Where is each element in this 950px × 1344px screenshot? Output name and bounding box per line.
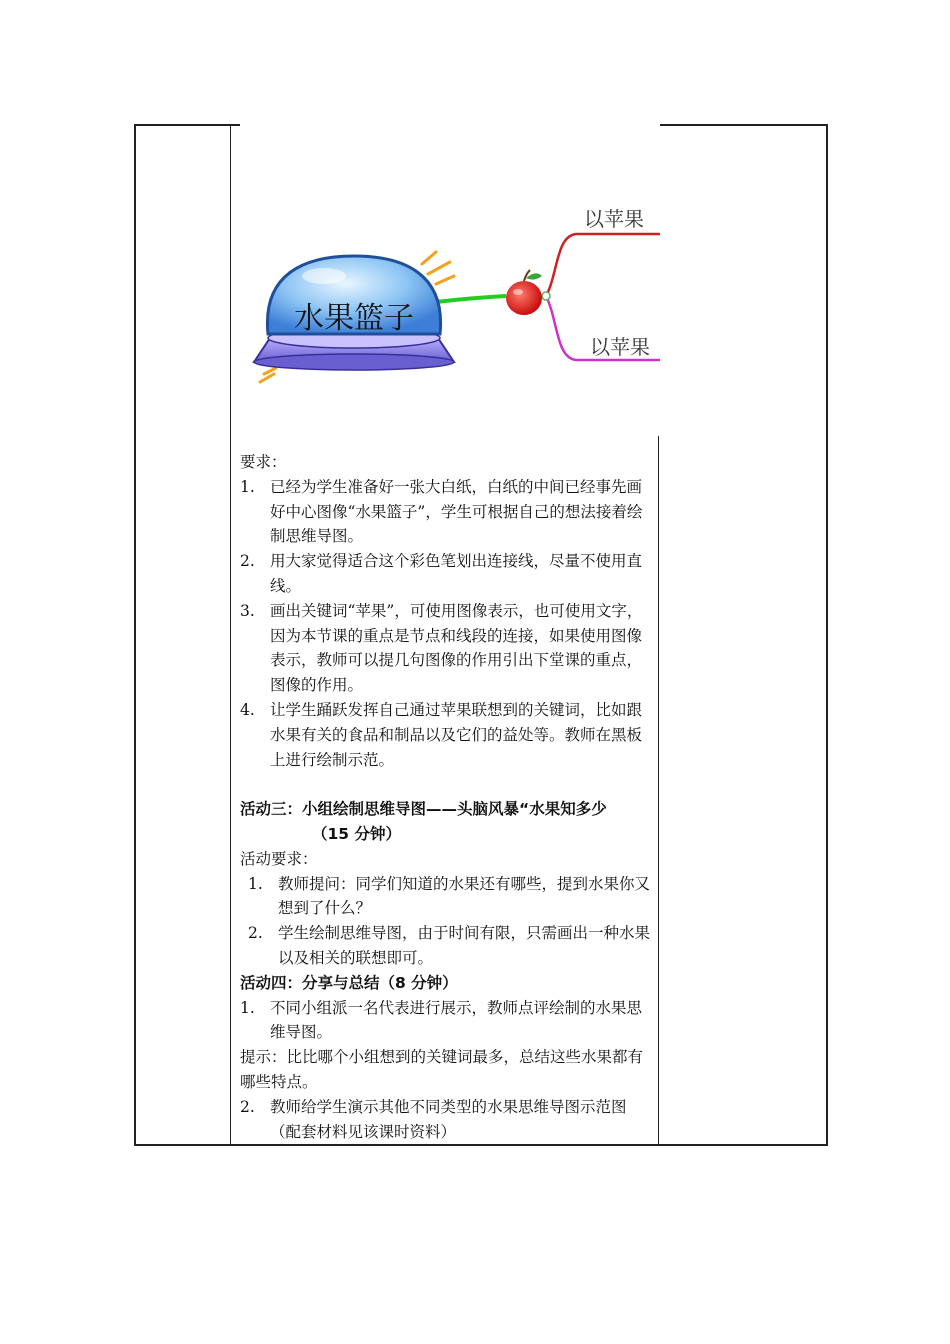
- mindmap-branch-top-label: 以苹果: [584, 207, 644, 231]
- column-divider-left: [230, 124, 231, 1146]
- requirements-heading: 要求：: [240, 453, 287, 471]
- activity4-item-1: 1. 不同小组派一名代表进行展示，教师点评绘制的水果思维导图。: [240, 998, 643, 1042]
- requirement-item-4: 4. 让学生踊跃发挥自己通过苹果联想到的关键词，比如跟水果有关的食品和制品以及它们的益处等。教师在黑板上进行绘制示范。: [240, 700, 643, 769]
- mindmap-graphic: [240, 124, 660, 436]
- apple-icon: [506, 270, 542, 315]
- activity3-item-2: 2. 学生绘制思维导图，由于时间有限，只需画出一种水果以及相关的联想即可。: [248, 924, 651, 967]
- mindmap-center-label: 水果篮子: [294, 301, 414, 336]
- activity3-req-heading: 活动要求：: [240, 849, 318, 868]
- table-right-border: [826, 124, 828, 1146]
- mindmap-link: [436, 296, 506, 302]
- mindmap-branch-bottom-label: 以苹果: [590, 335, 650, 359]
- requirement-item-3: 3. 画出关键词“苹果”，可使用图像表示，也可使用文字，因为本节课的重点是节点和线段的连接，如果使用图像表示，教师可以提几句图像的作用引出下堂课的重点，图像的作用。: [240, 601, 643, 695]
- activity4-item-2: 2. 教师给学生演示其他不同类型的水果思维导图示范图（配套材料见该课时资料）: [240, 1097, 627, 1141]
- activity4-title: 活动四：分享与总结（8 分钟）: [240, 973, 458, 992]
- requirement-item-2: 2. 用大家觉得适合这个彩色笔划出连接线，尽量不使用直线。: [240, 552, 643, 595]
- activity3-time: （15 分钟）: [312, 824, 401, 843]
- lesson-content: [240, 450, 654, 1144]
- activity3-title: 活动三：小组绘制思维导图——头脑风暴“水果知多少: [240, 800, 607, 819]
- activity3-item-1: 1. 教师提问：同学们知道的水果还有哪些，提到水果你又想到了什么？: [248, 874, 651, 918]
- table-left-border: [134, 124, 136, 1146]
- branch-top-line: [546, 234, 660, 296]
- activity4-tip: 提示：比比哪个小组想到的关键词最多，总结这些水果都有哪些特点。: [240, 1048, 644, 1091]
- requirement-item-1: 1. 已经为学生准备好一张大白纸，白纸的中间已经事先画好中心图像“水果篮子”，学生可根据自己的想法接着绘制思维导图。: [240, 477, 643, 546]
- mindmap-illustration: [240, 124, 660, 436]
